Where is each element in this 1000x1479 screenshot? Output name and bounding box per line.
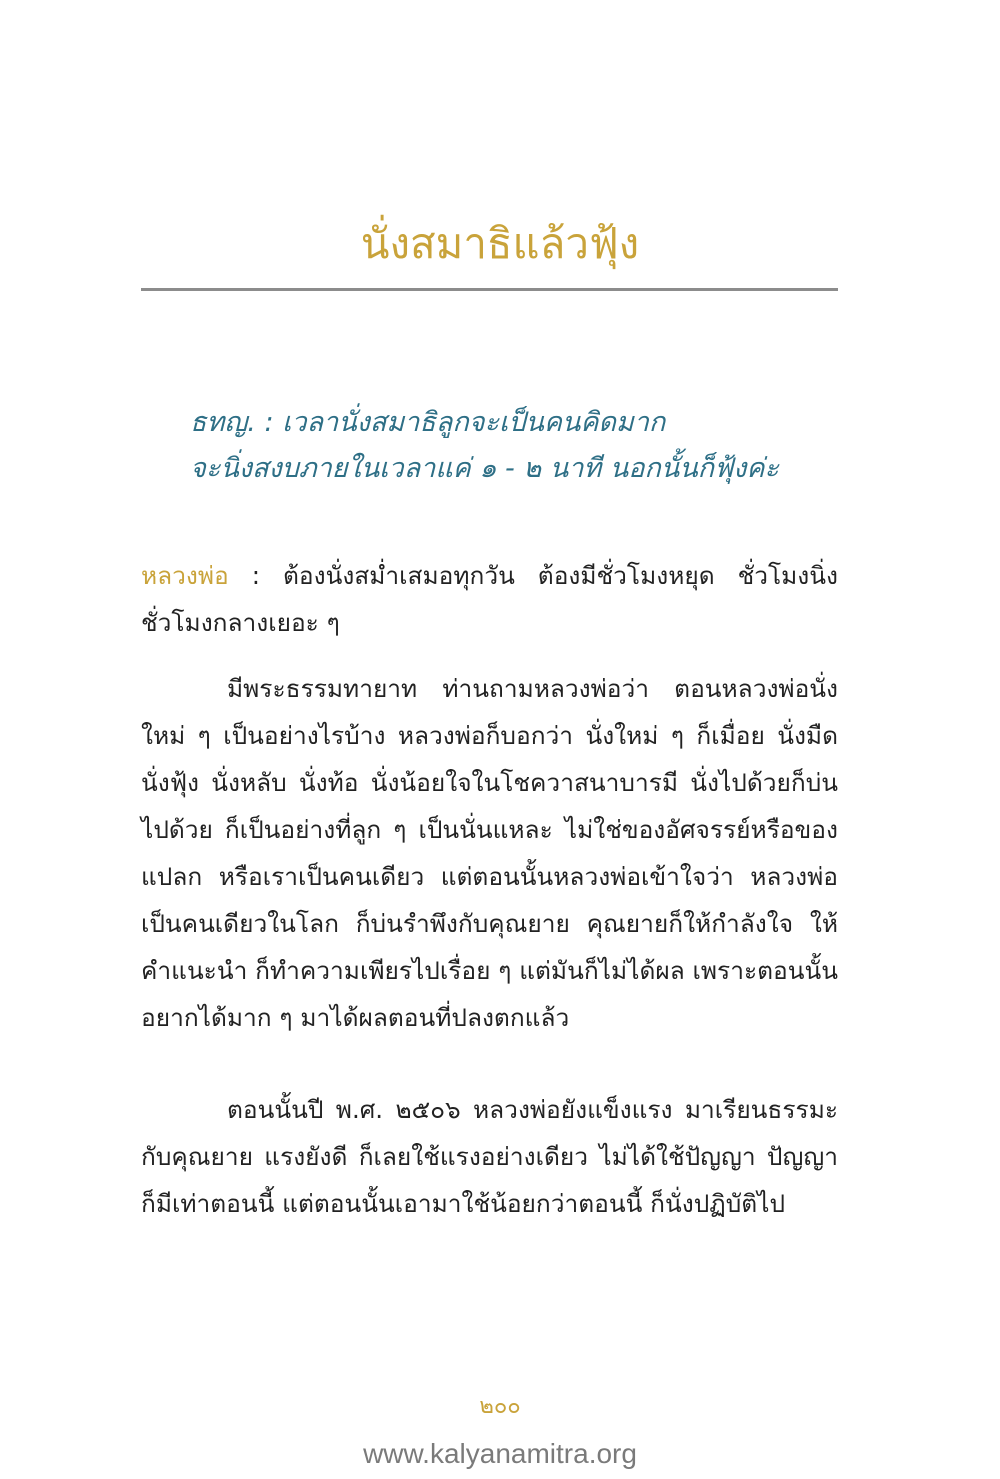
body-paragraph-2: ตอนนั้นปี พ.ศ. ๒๕๐๖ หลวงพ่อยังแข็งแรง มาเรียนธรรมะกับคุณยาย แรงยังดี ก็เลยใช้แรงอย่างเดียว ไม่ได้ใช้ปัญญา ปัญญาก็มีเท่าตอนนี้ แต่ตอนนั้นเอามาใช้น้อยกว่าตอนนี้ ก็นั่งปฏิบัติไป	[141, 1095, 838, 1218]
question-line-1: ธทญ. : เวลานั่งสมาธิลูกจะเป็นคนคิดมาก	[190, 407, 666, 438]
chapter-title: นั่งสมาธิแล้วฟุ้ง	[360, 219, 640, 268]
body-paragraph-1: มีพระธรรมทายาท ท่านถามหลวงพ่อว่า ตอนหลวงพ่อนั่งใหม่ ๆ เป็นอย่างไรบ้าง หลวงพ่อก็บอกว่า นั่งใหม่ ๆ ก็เมื่อย นั่งมืด นั่งฟุ้ง นั่งหลับ นั่งท้อ นั่งน้อยใจในโชควาสนาบารมี นั่งไปด้วยก็บ่นไปด้วย ก็เป็นอย่างที่ลูก ๆ เป็นนั่นแหละ ไม่ใช่ของอัศจรรย์หรือของแปลก หรือเราเป็นคนเดียว แต่ตอนนั้นหลวงพ่อเข้าใจว่า หลวงพ่อเป็นคนเดียวในโลก ก็บ่นรำพึงกับคุณยาย คุณยายก็ให้กำลังใจ ให้คำแนะนำ ก็ทำความเพียรไปเรื่อย ๆ แต่มันก็ไม่ได้ผล เพราะตอนนั้นอยากได้มาก ๆ มาได้ผลตอนที่ปลงตกแล้ว	[141, 674, 838, 1032]
page-number: ๒๐๐	[479, 1394, 521, 1419]
question-block	[190, 400, 850, 492]
title-divider	[141, 288, 838, 291]
footer-url: www.kalyanamitra.org	[363, 1438, 637, 1469]
speaker-label: หลวงพ่อ	[141, 561, 229, 590]
speaker-separator: :	[228, 561, 283, 590]
answer-text: ต้องนั่งสม่ำเสมอทุกวัน ต้องมีชั่วโมงหยุด ชั่วโมงนิ่ง ชั่วโมงกลางเยอะ ๆ	[141, 561, 838, 637]
answer-paragraph	[141, 552, 838, 646]
question-line-2: จะนิ่งสงบภายในเวลาแค่ ๑ - ๒ นาที นอกนั้นก็ฟุ้งค่ะ	[190, 453, 779, 484]
